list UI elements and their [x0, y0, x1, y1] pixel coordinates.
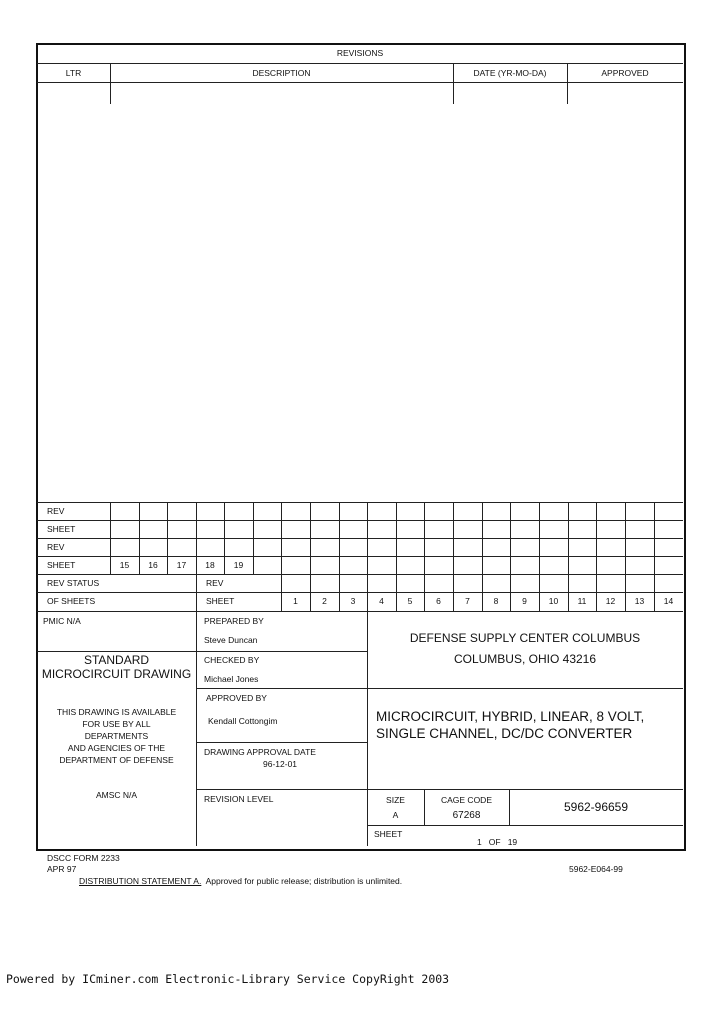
rule [568, 502, 569, 574]
rule [367, 825, 683, 826]
sheet-number-cell: 16 [148, 560, 158, 570]
standard-line1: STANDARD [83, 653, 150, 667]
rule [196, 611, 197, 846]
col-ltr: LTR [65, 68, 82, 78]
rule [37, 538, 683, 539]
rule [196, 789, 683, 790]
approved-by-value: Kendall Cottongim [208, 716, 278, 726]
rule [339, 502, 340, 574]
of-sheets-label: OF SHEETS [47, 596, 96, 606]
sheet-number-cell: 10 [548, 596, 559, 606]
prepared-by-value: Steve Duncan [204, 635, 258, 645]
drawing-title-line2: SINGLE CHANNEL, DC/DC CONVERTER [376, 726, 633, 741]
rule [310, 502, 311, 574]
size-value: A [392, 810, 399, 820]
approval-date-value: 96-12-01 [263, 759, 298, 769]
size-label: SIZE [386, 795, 405, 805]
rule [281, 502, 282, 574]
rev-status-rev: REV [206, 578, 224, 588]
sheet-number-cell: 18 [205, 560, 215, 570]
row-label-rev: REV [47, 542, 65, 552]
availability-4: AND AGENCIES OF THE [67, 743, 166, 753]
sheet-value: 1 OF 19 [477, 837, 518, 847]
drawing-number: 5962-96659 [563, 800, 629, 814]
checked-by-value: Michael Jones [204, 674, 259, 684]
checked-by-label: CHECKED BY [204, 655, 260, 665]
rule [654, 502, 655, 574]
col-approved: APPROVED [601, 68, 649, 78]
rule [596, 502, 597, 574]
sheet-number-cell: 8 [493, 596, 499, 606]
revision-level-label: REVISION LEVEL [204, 794, 274, 804]
approved-by-label: APPROVED BY [206, 693, 267, 703]
cage-code-value: 67268 [452, 810, 481, 821]
rule [37, 520, 683, 521]
rule [453, 502, 454, 574]
distribution-label: DISTRIBUTION STATEMENT A. [79, 876, 202, 886]
form-date: APR 97 [47, 864, 77, 874]
rule [367, 502, 368, 574]
rule [424, 502, 425, 574]
rule [37, 502, 683, 503]
drawing-title-line1: MICROCIRCUIT, HYBRID, LINEAR, 8 VOLT, [376, 709, 645, 724]
sheet-number-cell: 1 [293, 596, 298, 606]
rule [37, 82, 683, 83]
sheet-number-cell: 12 [605, 596, 616, 606]
col-description: DESCRIPTION [252, 68, 311, 78]
sheet-number-cell: 19 [233, 560, 244, 570]
sheet-label: SHEET [374, 829, 403, 839]
rule [37, 611, 683, 612]
cage-code-label: CAGE CODE [440, 795, 492, 805]
rule [625, 502, 626, 574]
rule [196, 574, 197, 611]
rule [196, 742, 367, 743]
amsc: AMSC N/A [95, 790, 138, 800]
sheet-number-cell: 7 [465, 596, 470, 606]
sheet-number-cell: 14 [663, 596, 674, 606]
rule [482, 502, 483, 574]
rule [196, 688, 683, 689]
agency-line1: DEFENSE SUPPLY CENTER COLUMBUS [409, 631, 641, 645]
distribution-statement [79, 876, 402, 886]
rule [37, 592, 683, 593]
rev-status-label: REV STATUS [47, 578, 100, 588]
col-date: DATE (YR-MO-DA) [473, 68, 547, 78]
prepared-by-label: PREPARED BY [204, 616, 264, 626]
rule [37, 651, 196, 652]
sheet-number-cell: 5 [407, 596, 413, 606]
form-number: DSCC FORM 2233 [47, 853, 120, 863]
document-code: 5962-E064-99 [569, 864, 623, 874]
sheet-number-cell: 13 [634, 596, 645, 606]
availability-2: FOR USE BY ALL [82, 719, 151, 729]
availability-3: DEPARTMENTS [84, 731, 149, 741]
standard-line2: MICROCIRCUIT DRAWING [41, 667, 192, 681]
row-label-rev: REV [47, 506, 65, 516]
row-label-sheet: SHEET [47, 560, 76, 570]
watermark: Powered by ICminer.com Electronic-Library Service CopyRight 2003 [6, 972, 450, 986]
rule [510, 502, 511, 574]
agency-line2: COLUMBUS, OHIO 43216 [453, 652, 597, 666]
row-label-sheet: SHEET [47, 524, 76, 534]
rule [396, 502, 397, 574]
rule [37, 556, 683, 557]
rev-status-sheet: SHEET [206, 596, 235, 606]
sheet-number-cell: 17 [176, 560, 187, 570]
sheet-number-cell: 15 [119, 560, 130, 570]
availability-5: DEPARTMENT OF DEFENSE [59, 755, 174, 765]
rule [539, 502, 540, 574]
approval-date-label: DRAWING APPROVAL DATE [204, 747, 316, 757]
sheet-number-cell: 6 [436, 596, 441, 606]
sheet-number-cell: 3 [350, 596, 356, 606]
availability-1: THIS DRAWING IS AVAILABLE [56, 707, 177, 717]
rule [37, 574, 683, 575]
rule [253, 502, 254, 574]
sheet-number-cell: 2 [322, 596, 327, 606]
sheet-number-cell: 11 [577, 596, 587, 606]
rule [37, 63, 683, 64]
revisions-header: REVISIONS [336, 48, 384, 58]
distribution-text: Approved for public release; distribution is unlimited. [201, 876, 403, 886]
rule [196, 651, 367, 652]
sheet-number-cell: 9 [522, 596, 527, 606]
sheet-number-cell: 4 [379, 596, 384, 606]
pmic: PMIC N/A [43, 616, 81, 626]
